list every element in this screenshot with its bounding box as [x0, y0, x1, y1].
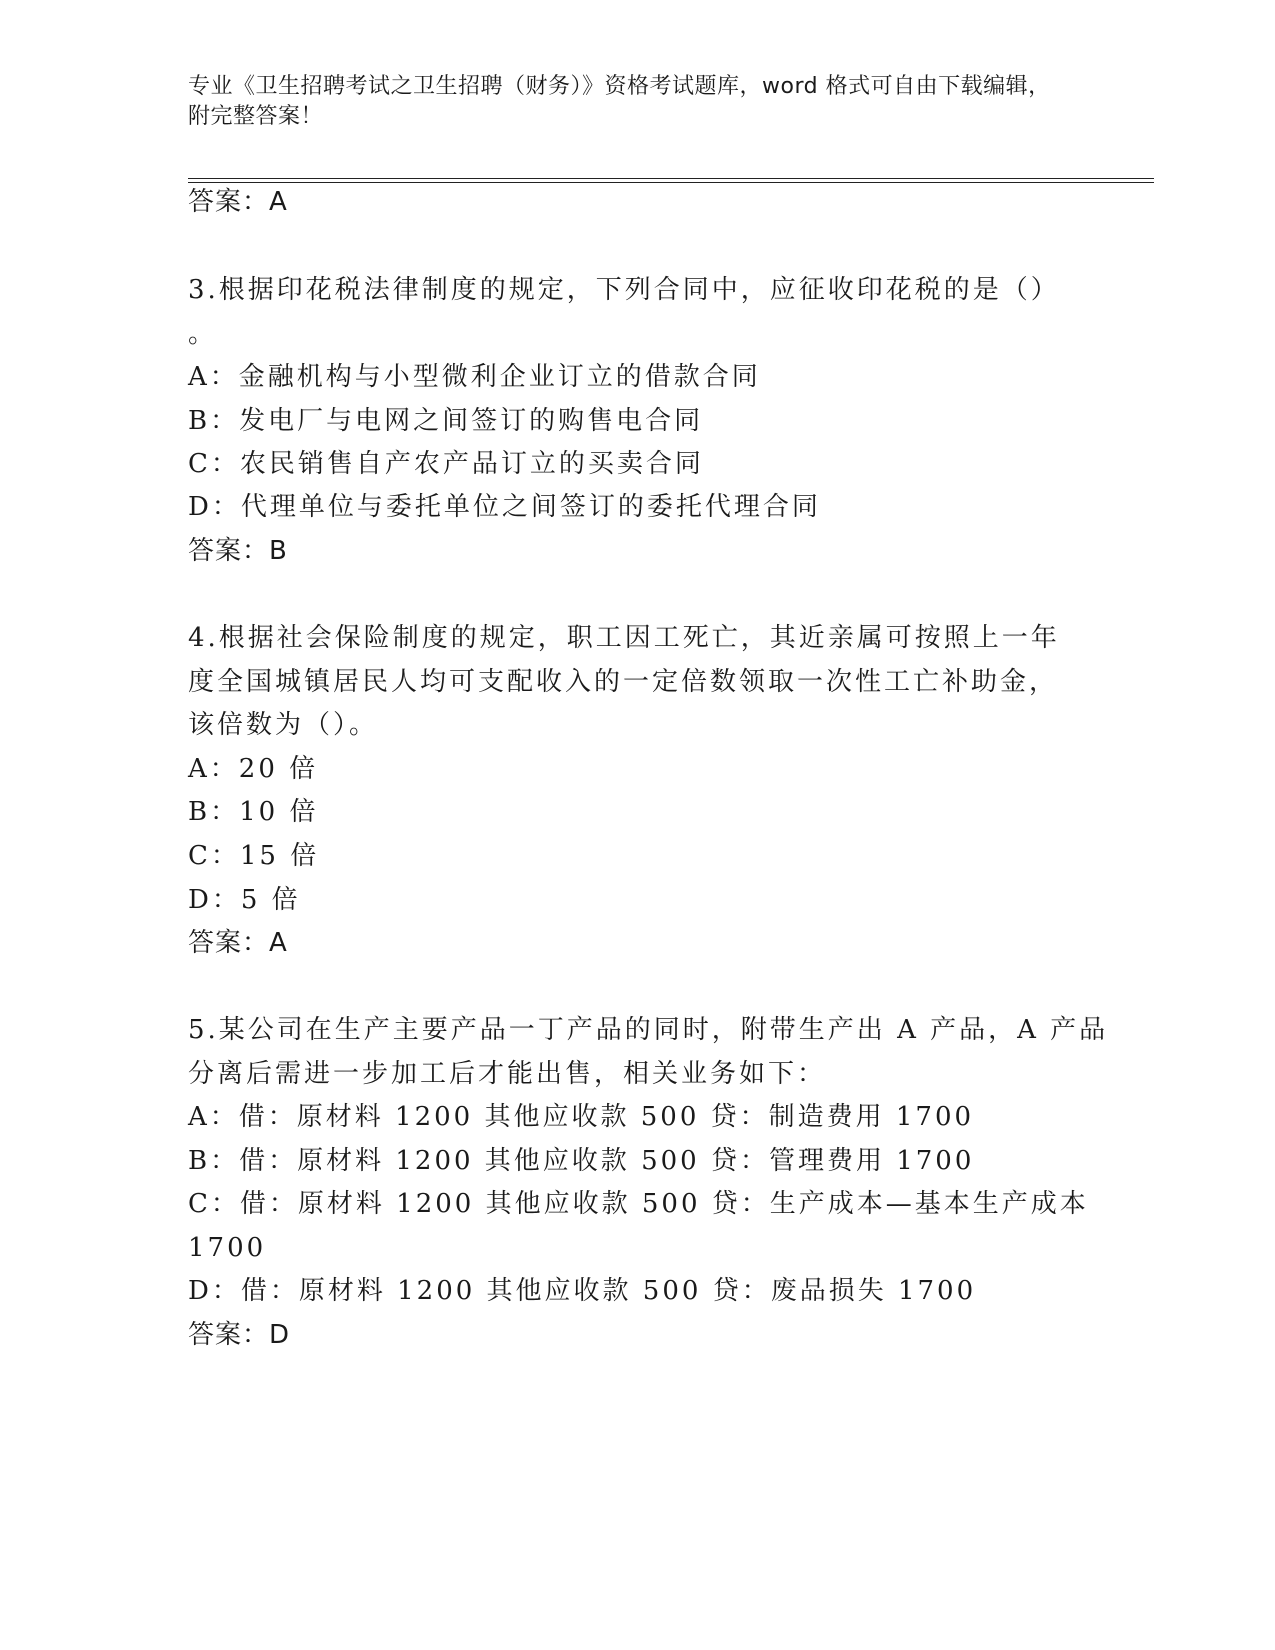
q5-stem-line1: 5.某公司在生产主要产品一丁产品的同时，附带生产出 A 产品，A 产品: [188, 1015, 1109, 1045]
q5-option-a: A：借：原材料 1200 其他应收款 500 贷：制造费用 1700: [188, 1102, 975, 1132]
q4-answer: 答案：A: [188, 928, 288, 958]
q3-stem-line1: 3.根据印花税法律制度的规定，下列合同中，应征收印花税的是（）: [188, 275, 1060, 305]
q5-option-c-line1: C：借：原材料 1200 其他应收款 500 贷：生产成本—基本生产成本: [188, 1189, 1089, 1219]
q4-stem-line1: 4.根据社会保险制度的规定，职工因工死亡，其近亲属可按照上一年: [188, 623, 1060, 653]
q5-option-d: D：借：原材料 1200 其他应收款 500 贷：废品损失 1700: [188, 1276, 977, 1306]
q5-answer: 答案：D: [188, 1320, 291, 1350]
q3-answer: 答案：B: [188, 536, 288, 566]
q4-option-d: D：5 倍: [188, 885, 301, 915]
header-divider: [188, 178, 1154, 183]
document-header: 专业《卫生招聘考试之卫生招聘（财务）》资格考试题库，word 格式可自由下载编辑，附完整答案！: [188, 74, 1051, 129]
q4-stem-line2: 度全国城镇居民人均可支配收入的一定倍数领取一次性工亡补助金，: [188, 667, 1059, 697]
q4-stem-line3: 该倍数为（）。: [188, 710, 379, 740]
q5-option-c-line2: 1700: [188, 1233, 267, 1263]
q4-option-c: C：15 倍: [188, 841, 320, 871]
q4-option-a: A：20 倍: [188, 754, 319, 784]
q3-option-a: A：金融机构与小型微利企业订立的借款合同: [188, 362, 761, 392]
q3-option-d: D：代理单位与委托单位之间签订的委托代理合同: [188, 492, 821, 522]
document-page: [188, 0, 1148, 1650]
q5-option-b: B：借：原材料 1200 其他应收款 500 贷：管理费用 1700: [188, 1146, 975, 1176]
q4-option-b: B：10 倍: [188, 797, 319, 827]
q5-stem-line2: 分离后需进一步加工后才能出售，相关业务如下：: [188, 1059, 827, 1089]
q3-option-c: C：农民销售自产农产品订立的买卖合同: [188, 449, 704, 479]
q3-stem-line2: 。: [188, 319, 218, 349]
q3-option-b: B：发电厂与电网之间签订的购售电合同: [188, 406, 704, 436]
answer-previous: 答案：A: [188, 187, 288, 217]
